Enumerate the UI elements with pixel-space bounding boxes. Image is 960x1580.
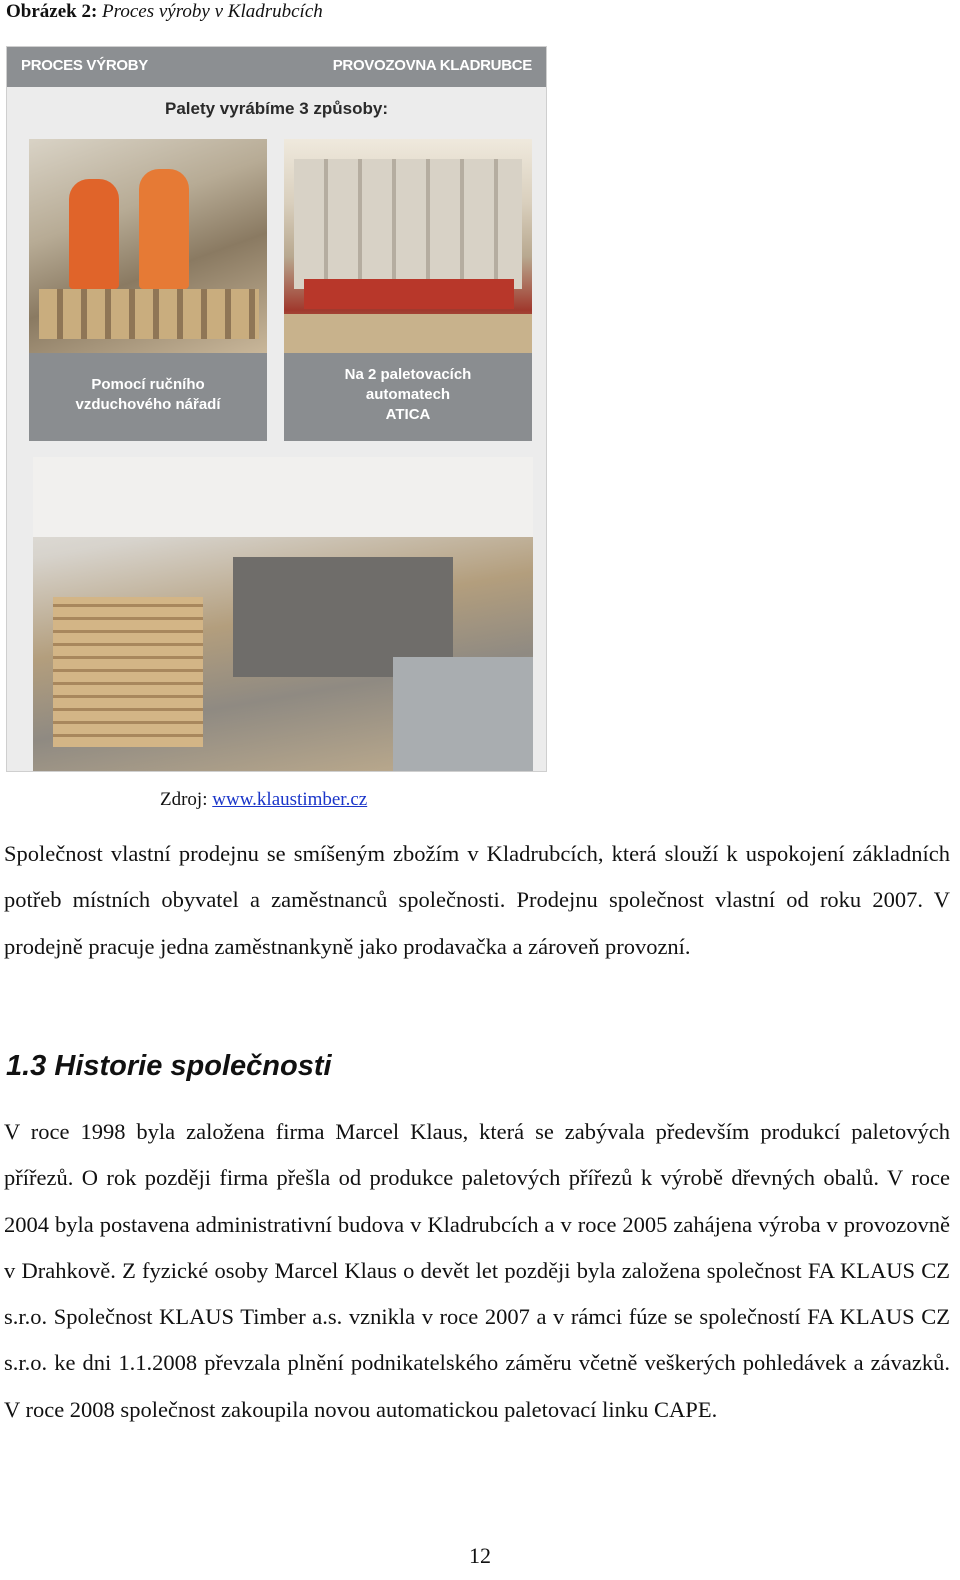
atica-label-line2: automatech bbox=[365, 386, 451, 403]
paragraph-history: V roce 1998 byla založena firma Marcel Klaus, která se zabývala především produkcí paletových přířezů. O rok později firma přešla od produkce paletových přířezů k výrobě dřevných obalů. V roce 2004 byla postavena administrativní budova v Kladrubcích a v roce 2005 zahájena výroba v provozovně v Drahkově. Z fyzické osoby Marcel Klaus o devět let později byla založena společnost FA KLAUS CZ s.r.o. Společnost KLAUS Timber a.s. vznikla v roce 2007 a v rámci fúze se společností FA KLAUS CZ s.r.o. ke dni 1.1.2008 převzala plnění podnikatelského záměru včetně veškerých pohledávek a závazků. V roce 2008 společnost zakoupila novou automatickou paletovací linku CAPE. bbox=[4, 1119, 950, 1422]
manual-tools-label-line2: vzduchového nářadí bbox=[75, 396, 221, 413]
atica-machines-label bbox=[284, 353, 532, 441]
figure-caption bbox=[6, 0, 323, 24]
figure-header-bar bbox=[7, 47, 546, 87]
cape-line-photo bbox=[33, 457, 533, 772]
cape-line-panel bbox=[33, 457, 533, 772]
figure-header-left: PROCES VÝROBY bbox=[21, 57, 148, 74]
paragraph-shop: Společnost vlastní prodejnu se smíšeným zbožím v Kladrubcích, která slouží k uspokojení základních potřeb místních obyvatel a zaměstnanců společnosti. Prodejnu společnost vlastní od roku 2007. V prodejně pracuje jedna zaměstnankyně jako prodavačka a zároveň provozní. bbox=[4, 841, 950, 959]
section-heading: 1.3 Historie společnosti bbox=[6, 1050, 332, 1082]
source-prefix: Zdroj: bbox=[160, 789, 213, 810]
caption-label: Obrázek 2: bbox=[6, 1, 98, 22]
atica-machines-photo bbox=[284, 139, 532, 353]
figure-title: Palety vyrábíme 3 způsoby: bbox=[165, 99, 388, 118]
page-number: 12 bbox=[469, 1543, 491, 1568]
figure-source bbox=[160, 788, 367, 812]
production-process-figure bbox=[6, 46, 547, 772]
manual-tools-label bbox=[29, 353, 267, 441]
atica-label-line1: Na 2 paletovacích bbox=[344, 366, 472, 383]
manual-tools-label-line1: Pomocí ručního bbox=[91, 376, 205, 393]
figure-header-right: PROVOZOVNA KLADRUBCE bbox=[332, 57, 532, 74]
manual-tools-panel bbox=[29, 139, 267, 441]
caption-title: Proces výroby v Kladrubcích bbox=[102, 1, 323, 22]
atica-machines-panel bbox=[284, 139, 532, 441]
source-link[interactable]: www.klaustimber.cz bbox=[212, 789, 368, 810]
workers-photo bbox=[29, 139, 267, 353]
atica-label-line3: ATICA bbox=[385, 406, 431, 423]
